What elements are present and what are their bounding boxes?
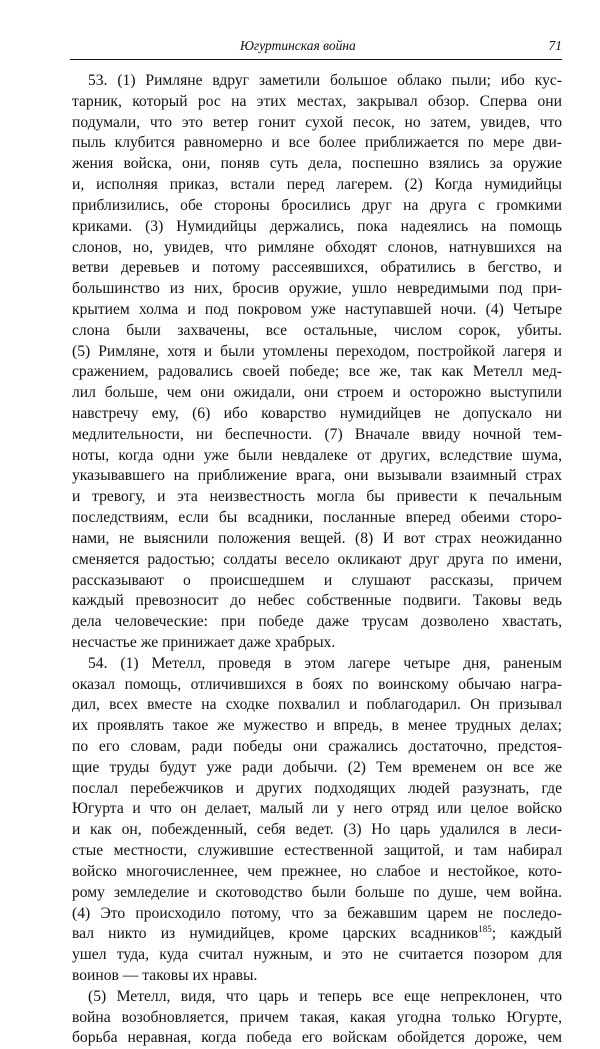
paragraph-54-start: 54. (1) Метелл, проведя в этом лагере четыре дня, раненым <box>88 654 562 672</box>
paragraph-53-start: 53. (1) Римляне вдруг заметили большое облако пыли; ибо кус- <box>88 72 562 89</box>
text-line: ноты, когда одни уже были невдалеке от других, вследствие шума, <box>72 446 562 464</box>
text-line: их проявлять такое же мужество и впредь, в менее трудных делах; <box>72 717 562 735</box>
text-line: большинство из них, бросив оружие, ушло невредимыми под при- <box>72 280 562 298</box>
text-line: несчастье же принижает даже храбрых. <box>72 633 336 651</box>
page-number: 71 <box>548 38 562 53</box>
text-line: оказал помощь, отличившихся в боях по воинскому обычаю награ- <box>72 675 562 693</box>
text-line: (4) Это происходило потому, что за бежавшим царем не последо- <box>72 904 562 922</box>
text-line: дил, всех вместе на сходке похвалил и поблагодарил. Он призывал <box>72 696 562 714</box>
text-line: последствиям, если бы всадники, посланные вперед обеими сторо- <box>72 509 562 527</box>
running-title: Югуртинская война <box>240 38 356 53</box>
text-line: крытием холма и под покровом уже наступавшей ночи. (4) Четыре <box>72 300 562 318</box>
text-line: рому земледелие и скотоводство были больше по душе, чем война. <box>72 883 562 901</box>
text-line: щие труды будут уже ради добычи. (2) Тем временем он все же <box>72 758 562 776</box>
paragraph-54-5-start: (5) Метелл, видя, что царь и теперь все еще непреклонен, что <box>88 987 562 1005</box>
text-line: и, исполняя приказ, встали перед лагерем. (2) Когда нумидийцы <box>72 176 562 194</box>
text-line: слонов, но, увидев, что римляне обходят слонов, натнувшихся на <box>72 238 562 256</box>
header-rule <box>70 59 562 60</box>
text-line: лил больше, чем они ожидали, они строем и осторожно выступили <box>72 384 562 402</box>
text-line-with-footnote <box>72 924 562 945</box>
text-line: воинов — таковы их нравы. <box>72 966 258 984</box>
text-line: криками. (3) Нумидийцы держались, пока надеялись на помощь <box>72 217 562 235</box>
text-line: каждый превозносит до небес собственные подвиги. Таковы ведь <box>72 592 562 610</box>
text-line: по его словам, ради победы они сражались достаточно, предстоя- <box>72 738 562 755</box>
text-fragment: вал никто из нумидийцев, кроме царских всадников <box>72 925 479 943</box>
text-line: дела человеческие: при победе даже трусам дозволено хвастать, <box>72 613 562 631</box>
text-line: война возобновляется, причем такая, какая угодна только Югурте, <box>72 1008 562 1026</box>
text-line: медлительности, ни беспечности. (7) Вначале ввиду ночной тем- <box>72 425 562 443</box>
text-line: и как он, побежденный, себя ведет. (3) Но царь удалился в леси- <box>72 821 562 839</box>
text-line: слона были захвачены, все остальные, числом сорок, убиты. <box>72 321 562 339</box>
footnote-marker: 185 <box>478 924 492 935</box>
text-line: подумали, что это ветер гонит сухой песок, но затем, увидев, что <box>72 113 562 131</box>
body-text <box>72 71 562 1049</box>
text-line: жения войска, они, поняв суть дела, поспешно взялись за оружие <box>72 155 562 173</box>
text-line: тарник, который рос на этих местах, закрывал обзор. Сперва они <box>72 92 562 110</box>
text-line: сражением, радовались своей победе; все же, так как Метелл мед- <box>72 363 562 381</box>
text-line: навстречу ему, (6) ибо коварство нумидийцев не допускало ни <box>72 405 562 422</box>
text-line: Югурта и что он делает, малый ли у него отряд или целое войско <box>72 800 562 818</box>
text-line: ветви деревьев и потому рассеявшихся, обратились в бегство, и <box>72 259 562 277</box>
text-line: (5) Римляне, хотя и были утомлены переходом, постройкой лагеря и <box>72 342 562 360</box>
text-line: сменяется радостью; солдаты весело окликают друг друга по имени, <box>72 550 562 568</box>
text-line: приблизились, обе стороны бросились друг на друга с громкими <box>72 196 562 214</box>
text-line: пыль клубится равномерно и все более приближается по мере дви- <box>72 134 562 152</box>
text-line: стые местности, служившие естественной защитой, и там набирал <box>72 842 562 860</box>
text-line: послал перебежчиков и других подходящих людей разузнать, где <box>72 779 562 797</box>
text-line: указывавшего на приближение врага, они вызывали взаимный страх <box>72 467 562 485</box>
text-fragment: ; каждый <box>491 925 562 943</box>
text-line: нами, не выяснили положения вещей. (8) И вот страх неожиданно <box>72 529 562 547</box>
running-head <box>70 38 562 58</box>
text-line: рассказывают о происшедшем и слушают рассказы, причем <box>72 571 562 589</box>
text-line: борьба неравная, когда победа его войскам обойдется дороже, чем <box>72 1029 562 1047</box>
text-line: ушел туда, куда считал нужным, и это не считается позором для <box>72 946 562 964</box>
text-line: и тревогу, и эта неизвестность могла бы привести к печальным <box>72 488 562 506</box>
text-line: войско многочисленнее, чем прежнее, но слабое и нестойкое, кото- <box>72 862 562 880</box>
